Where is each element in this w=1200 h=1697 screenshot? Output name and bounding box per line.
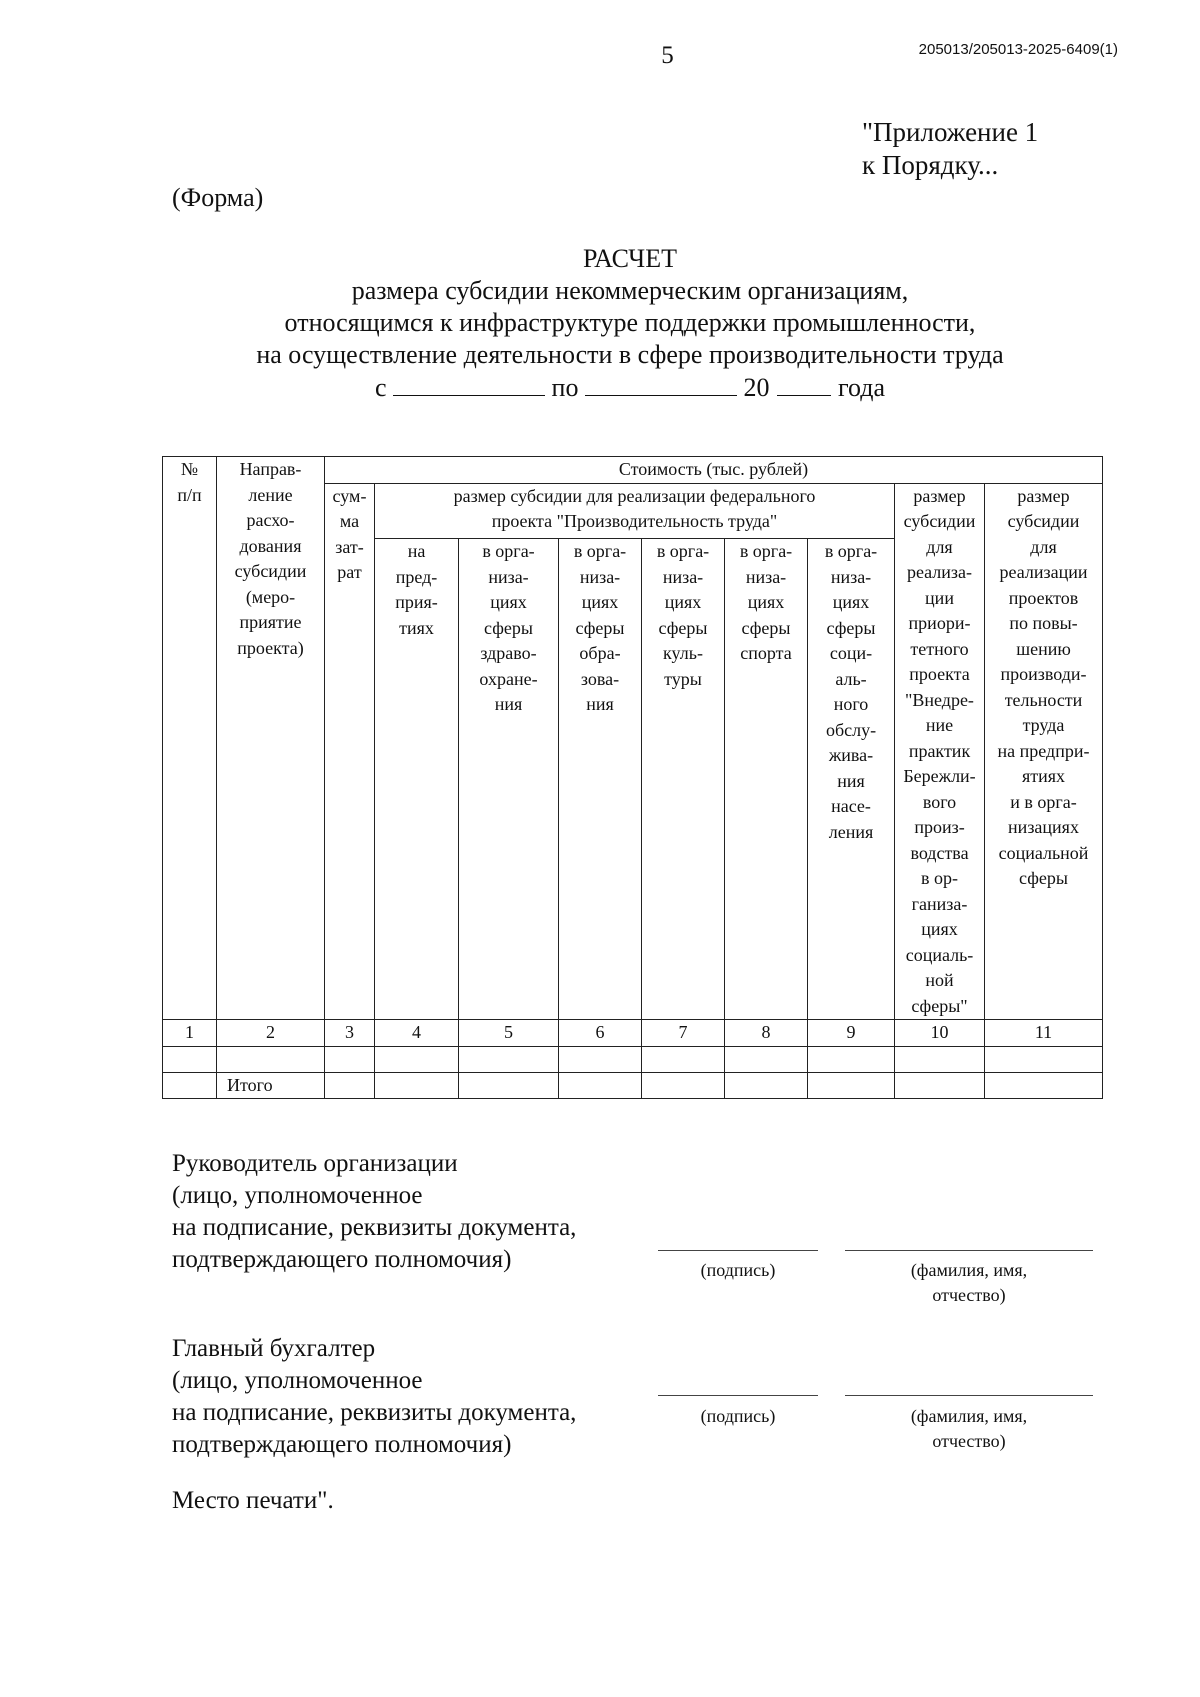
table-cell[interactable] [325, 1046, 375, 1072]
period-from-blank[interactable] [393, 371, 545, 396]
table-cell[interactable] [559, 1072, 642, 1099]
header-total-cost: сум- ма зат- рат [325, 483, 375, 1020]
table-cell[interactable] [559, 1046, 642, 1072]
title-line-1: размера субсидии некоммерческим организациям, [351, 276, 909, 305]
column-number: 2 [217, 1020, 325, 1047]
annex-line-2: к Порядку... [862, 150, 999, 180]
table-cell[interactable] [895, 1046, 985, 1072]
table-cell[interactable] [163, 1046, 217, 1072]
table-cell[interactable] [808, 1046, 895, 1072]
accountant-signature-line[interactable] [658, 1395, 818, 1396]
period-to-label: по [551, 373, 579, 402]
header-healthcare: в орга- низа- циях сферы здраво- охране- ния [459, 539, 559, 1020]
subsidy-calculation-table [162, 456, 1103, 1099]
header-enterprises: на пред- прия- тиях [375, 539, 459, 1020]
table-cell[interactable] [808, 1072, 895, 1099]
column-number: 5 [459, 1020, 559, 1047]
head-signature-caption: (подпись) [700, 1260, 776, 1280]
table-cell[interactable] [985, 1072, 1103, 1099]
accountant-signatory-label: Главный бухгалтер (лицо, уполномоченное на подписание, реквизиты документа, подтверждающего полномочия) [172, 1335, 577, 1458]
table-cell[interactable] [725, 1072, 808, 1099]
column-number: 8 [725, 1020, 808, 1047]
period-to-blank[interactable] [585, 371, 737, 396]
title-heading: РАСЧЕТ [583, 244, 677, 273]
period-from-label: с [374, 373, 387, 402]
annex-reference [862, 116, 1038, 182]
title-period [150, 371, 1110, 404]
accountant-signature-caption: (подпись) [700, 1406, 776, 1426]
header-direction: Направ- ление расхо- дования субсидии (меро- приятие проекта) [217, 457, 325, 1020]
annex-line-1: "Приложение 1 [862, 117, 1039, 147]
document-title [150, 243, 1110, 404]
header-productivity-projects: размер субсидии для реализации проектов по повы- шению производи- тельности труда на предпри- ятиях и в орга- низациях социальной сферы [985, 483, 1103, 1020]
table-cell[interactable] [642, 1046, 725, 1072]
table-row [163, 1046, 1103, 1072]
head-name-caption: (фамилия, имя, отчество) [910, 1260, 1028, 1305]
header-culture: в орга- низа- циях сферы куль- туры [642, 539, 725, 1020]
table-cell[interactable] [325, 1072, 375, 1099]
title-line-3: на осуществление деятельности в сфере производительности труда [256, 340, 1004, 369]
table-cell[interactable] [985, 1046, 1103, 1072]
header-social-services: в орга- низа- циях сферы соци- аль- ного обслу- жива- ния насе- ления [808, 539, 895, 1020]
head-signature-line[interactable] [658, 1250, 818, 1251]
column-number: 7 [642, 1020, 725, 1047]
table-cell[interactable] [375, 1072, 459, 1099]
column-number: 1 [163, 1020, 217, 1047]
title-line-2: относящимся к инфраструктуре поддержки промышленности, [284, 308, 976, 337]
total-row [163, 1072, 1103, 1099]
page-number: 5 [661, 42, 674, 69]
column-number: 6 [559, 1020, 642, 1047]
header-education: в орга- низа- циях сферы обра- зова- ния [559, 539, 642, 1020]
table-cell[interactable] [642, 1072, 725, 1099]
header-cost: Стоимость (тыс. рублей) [325, 457, 1103, 484]
stamp-place-label: Место печати". [172, 1487, 334, 1514]
column-number: 3 [325, 1020, 375, 1047]
header-sport: в орга- низа- циях сферы спорта [725, 539, 808, 1020]
accountant-name-caption: (фамилия, имя, отчество) [910, 1406, 1028, 1451]
table-cell[interactable] [725, 1046, 808, 1072]
column-number-row [163, 1020, 1103, 1047]
accountant-name-line[interactable] [845, 1395, 1093, 1396]
table-cell[interactable] [217, 1046, 325, 1072]
column-number: 4 [375, 1020, 459, 1047]
period-year-label: 20 [743, 373, 770, 402]
column-number: 9 [808, 1020, 895, 1047]
header-federal-project: размер субсидии для реализации федерального проекта "Производительность труда" [375, 483, 895, 539]
header-row-number: № п/п [163, 457, 217, 1020]
document-id: 205013/205013-2025-6409(1) [918, 41, 1118, 58]
table-cell[interactable] [163, 1072, 217, 1099]
table-cell[interactable] [459, 1072, 559, 1099]
column-number: 10 [895, 1020, 985, 1047]
table-cell[interactable] [459, 1046, 559, 1072]
period-year-suffix: года [837, 373, 885, 402]
table-cell[interactable] [895, 1072, 985, 1099]
head-name-line[interactable] [845, 1250, 1093, 1251]
form-label: (Форма) [172, 183, 264, 212]
total-label: Итого [217, 1072, 325, 1099]
period-year-blank[interactable] [777, 371, 831, 396]
header-lean-project: размер субсидии для реализа- ции приори- тетного проекта "Внедре- ние практик Бережли- вого произ- водства в ор- ганиза- циях социаль- ной сферы" [895, 483, 985, 1020]
column-number: 11 [985, 1020, 1103, 1047]
table-cell[interactable] [375, 1046, 459, 1072]
head-signatory-label: Руководитель организации (лицо, уполномоченное на подписание, реквизиты документа, подтверждающего полномочия) [172, 1150, 577, 1273]
